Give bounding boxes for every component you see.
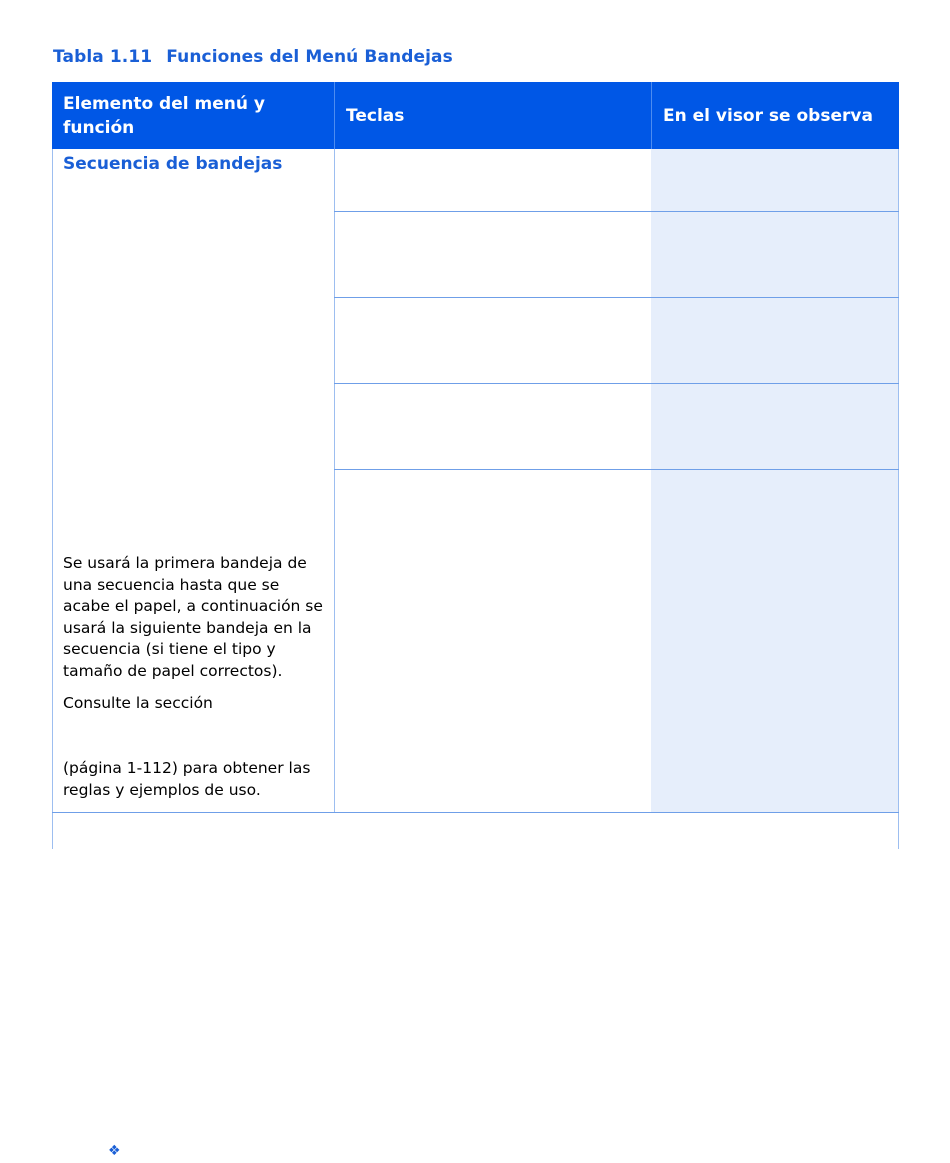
table-cell [334,212,899,297]
table-caption [53,47,453,67]
header-menu-item: Elemento del menú y función [63,93,265,138]
menu-item-reference: Consulte la sección [63,694,213,712]
header-keys: Teclas [334,82,651,149]
table-cell [334,384,899,469]
table-caption-title: Funciones del Menú Bandejas [166,47,453,67]
menu-item-description: Se usará la primera bandeja de una secuencia hasta que se acabe el papel, a continuación se usará la siguiente bandeja en la secuencia (si tiene el tipo y tamaño de papel correctos). [63,554,323,680]
trays-menu-table [52,82,899,849]
header-display: En el visor se observa [651,82,899,149]
table-body [52,149,899,849]
menu-item-reference-page: (página 1-112) para obtener las reglas y ejemplos de uso. [63,759,311,799]
table-cell [334,470,899,812]
table-caption-number: Tabla 1.11 [53,47,153,67]
footer-diamond-icon: ❖ [108,1143,121,1159]
table-cell [334,149,899,211]
table-header-row [52,82,899,149]
grid-line-left [52,149,53,849]
table-cell [334,298,899,383]
menu-item-title: Secuencia de bandejas [63,154,283,174]
row-divider [52,812,899,813]
